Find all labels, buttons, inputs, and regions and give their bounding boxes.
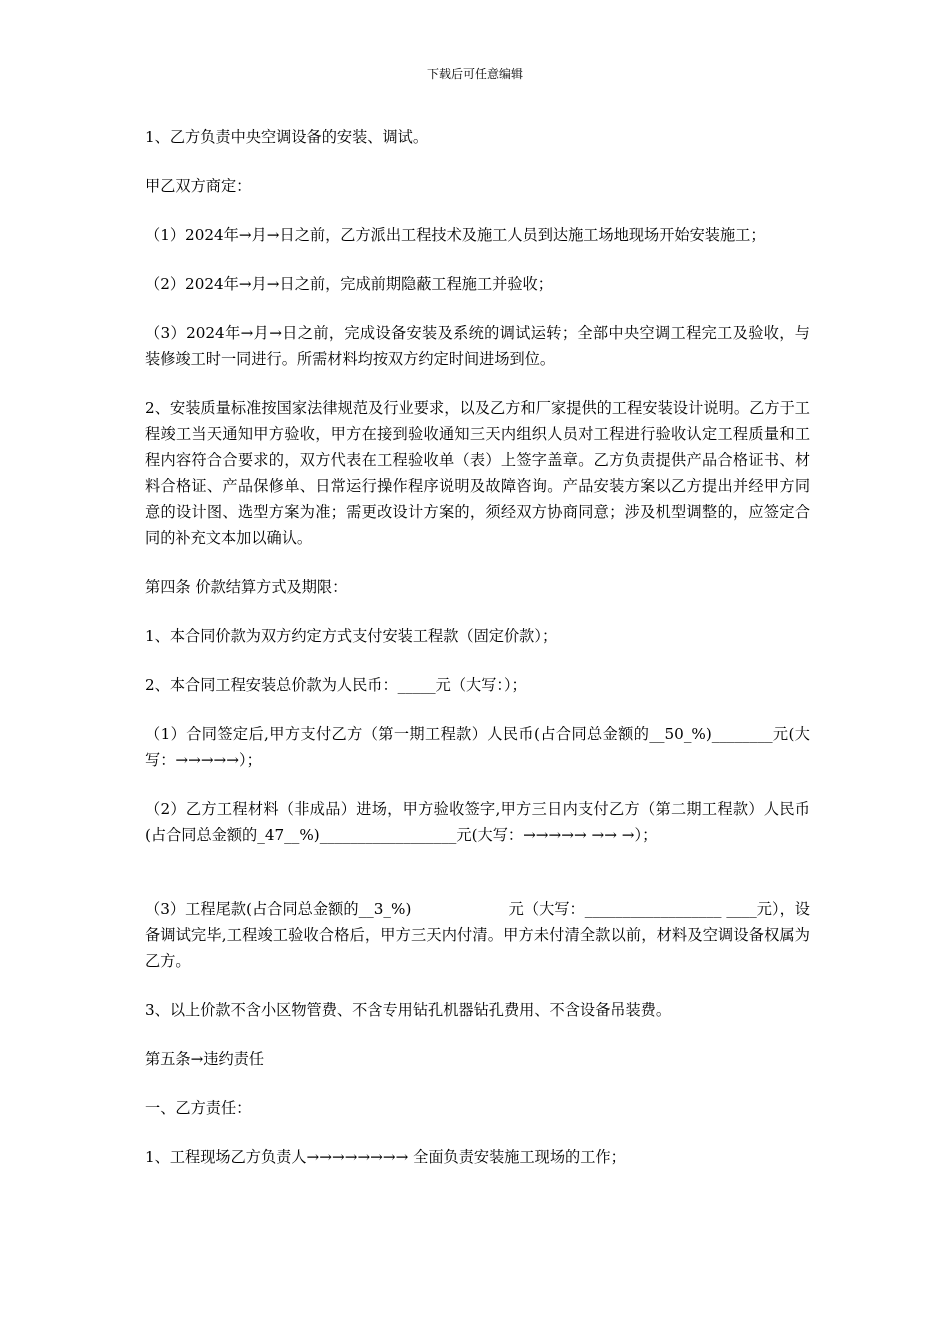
clause-install-responsibility: 1、乙方负责中央空调设备的安装、调试。 (145, 128, 429, 146)
document-body (145, 124, 810, 1193)
clause-quality-standard: 2、安装质量标准按国家法律规范及行业要求，以及乙方和厂家提供的工程安装设计说明。乙方于工程竣工当天通知甲方验收，甲方在接到验收通知三天内组织人员对工程进行验收认定工程质量和工程内容符合合要求的，双方代表在工程验收单（表）上签字盖章。乙方负责提供产品合格证书、材料合格证、产品保修单、日常运行操作程序说明及故障咨询。产品安装方案以乙方提出并经甲方同意的设计图、选型方案为准；需更改设计方案的，须经双方协商同意；涉及机型调整的，应签定合同的补充文本加以确认。 (145, 399, 810, 547)
schedule-item-2: （2）2024年→月→日之前，完成前期隐蔽工程施工并验收； (145, 275, 553, 293)
schedule-item-1: （1）2024年→月→日之前，乙方派出工程技术及施工人员到达施工场地现场开始安装施工； (145, 226, 766, 244)
party-b-responsibility-heading: 一、乙方责任： (145, 1099, 252, 1117)
payment-installment-2: （2）乙方工程材料（非成品）进场，甲方验收签字,甲方三日内支付乙方（第二期工程款）人民币(占合同总金额的_47__%)__________________元(大写：→→→→→ →→ →）； (145, 800, 810, 844)
article-4-heading: 第四条 价款结算方式及期限： (145, 578, 348, 596)
schedule-item-3: （3）2024年→月→日之前，完成设备安装及系统的调试运转；全部中央空调工程完工及验收，与装修竣工时一同进行。所需材料均按双方约定时间进场到位。 (145, 324, 810, 368)
payment-installment-1: （1）合同签定后,甲方支付乙方（第一期工程款）人民币(占合同总金额的__50_%)________元(大写：→→→→→）； (145, 725, 810, 769)
party-b-responsibility-1: 1、工程现场乙方负责人→→→→→→→→ 全面负责安装施工现场的工作； (145, 1148, 626, 1166)
payment-clause-1: 1、本合同价款为双方约定方式支付安装工程款（固定价款）； (145, 627, 558, 645)
article-5-heading: 第五条→违约责任 (145, 1050, 265, 1068)
payment-clause-3: 3、以上价款不含小区物管费、不含专用钻孔机器钻孔费用、不含设备吊装费。 (145, 1001, 672, 1019)
payment-clause-2: 2、本合同工程安装总价款为人民币：_____元（大写：）； (145, 676, 527, 694)
payment-installment-3: （3）工程尾款(占合同总金额的__3_%) 元（大写：__________________ ____元），设备调试完毕,工程竣工验收合格后，甲方三天内付清。甲方未付清全款以前，材料及空调设备权属为乙方。 (145, 900, 810, 970)
clause-mutual-agreement: 甲乙双方商定： (145, 177, 252, 195)
page-header: 下载后可任意编辑 (426, 67, 523, 81)
